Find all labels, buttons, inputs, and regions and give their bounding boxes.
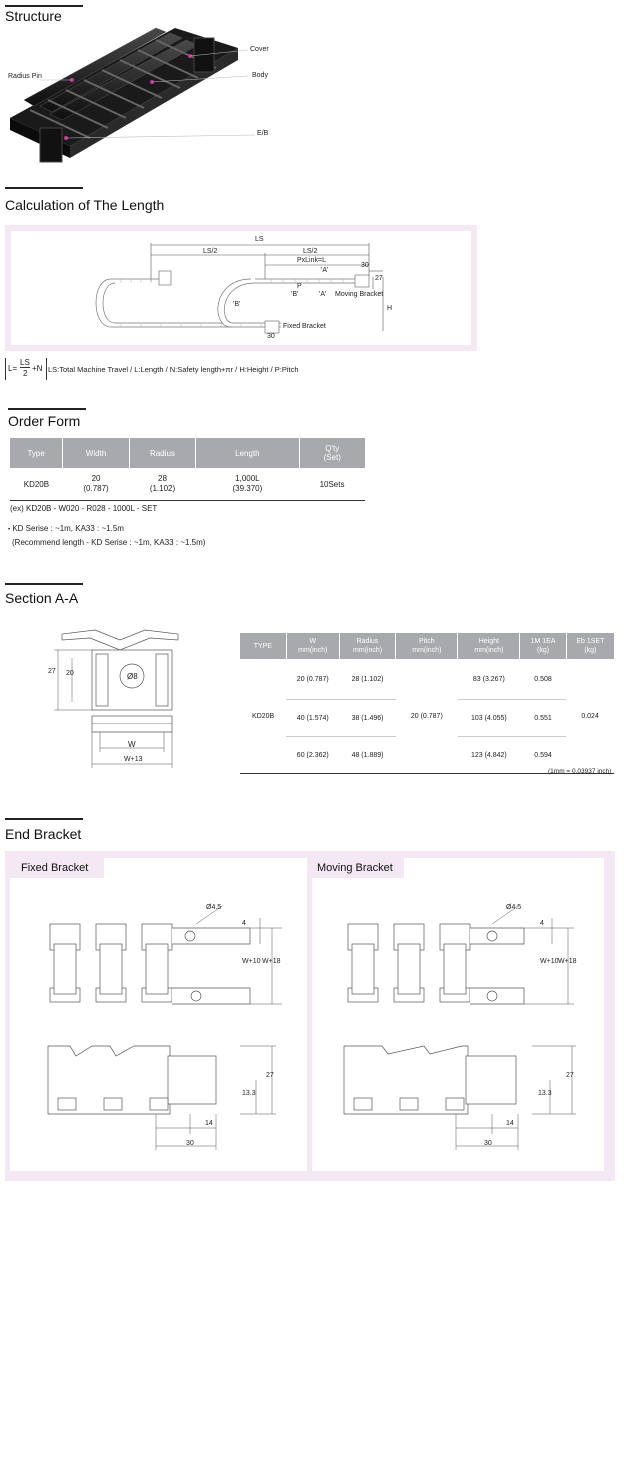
col-qty: Q'ty (Set) bbox=[299, 438, 365, 468]
section-aa-drawing bbox=[40, 620, 190, 770]
table-row bbox=[240, 659, 614, 700]
dim-w10: W+10 bbox=[540, 958, 559, 965]
dim-13-3: 13.3 bbox=[538, 1090, 552, 1097]
dim-h: H bbox=[387, 305, 393, 312]
dim-ls-half-left: LS/2 bbox=[203, 248, 218, 255]
dim-27: 27 bbox=[566, 1072, 574, 1079]
order-example: (ex) KD20B - W020 - R028 - 1000L - SET bbox=[10, 504, 158, 513]
col-height: Height mm(inch) bbox=[458, 633, 520, 659]
calc-title: Calculation of The Length bbox=[5, 197, 165, 213]
fixed-bracket-drawing bbox=[10, 888, 307, 1168]
dim-phi45: Ø4.5 bbox=[206, 904, 222, 911]
col-radius: Radius bbox=[129, 438, 195, 468]
section-title: Section A-A bbox=[5, 590, 79, 606]
moving-bracket-drawing bbox=[312, 888, 604, 1168]
col-w: W mm(inch) bbox=[286, 633, 339, 659]
label-cover: Cover bbox=[250, 46, 269, 53]
calc-diagram-area bbox=[11, 231, 471, 345]
spec-table bbox=[240, 633, 614, 774]
col-1m: 1M 1EA (kg) bbox=[520, 633, 566, 659]
cell-qty: 10Sets bbox=[299, 468, 365, 501]
col-type: TYPE bbox=[240, 633, 286, 659]
col-width: Width bbox=[63, 438, 129, 468]
order-note-2: (Recommend length - KD Serise : ~1m, KA33 : ~1.5m) bbox=[12, 538, 206, 547]
col-radius: Radius mm(inch) bbox=[339, 633, 396, 659]
dim-phi45: Ø4.5 bbox=[506, 904, 522, 911]
dim-30: 30 bbox=[186, 1140, 194, 1147]
cell-w: 60 (2.362) bbox=[296, 751, 329, 759]
cell-radius: 28 (1.102) bbox=[339, 659, 396, 700]
dim-20: 20 bbox=[66, 670, 74, 677]
cell-radius: 48 (1.889) bbox=[351, 751, 384, 759]
cell-length: 1,000L (39.370) bbox=[196, 468, 299, 501]
dim-w13: W+13 bbox=[124, 756, 143, 763]
cell-eb: 0.024 bbox=[581, 712, 599, 720]
dim-27: 27 bbox=[375, 275, 383, 282]
dim-30: 30 bbox=[484, 1140, 492, 1147]
dim-w: W bbox=[128, 740, 136, 749]
dim-pxlink: PxLink=L bbox=[297, 257, 326, 264]
col-length: Length bbox=[196, 438, 299, 468]
order-form-table bbox=[10, 438, 365, 501]
dim-27: 27 bbox=[48, 668, 56, 675]
section-rule bbox=[5, 187, 83, 189]
section-rule bbox=[8, 408, 86, 410]
order-note-1: • KD Serise : ~1m, KA33 : ~1.5m bbox=[8, 524, 124, 533]
unit-note: (1mm = 0.03937 inch) bbox=[548, 768, 612, 775]
dim-w18: W+18 bbox=[558, 958, 577, 965]
cell-1m: 0.594 bbox=[534, 751, 552, 759]
cell-type: KD20B bbox=[10, 468, 63, 501]
cell-radius: 28 (1.102) bbox=[129, 468, 195, 501]
moving-bracket-panel bbox=[312, 858, 604, 1171]
dim-4: 4 bbox=[242, 920, 246, 927]
length-diagram bbox=[11, 231, 471, 345]
cell-pitch: 20 (0.787) bbox=[410, 712, 443, 720]
col-type: Type bbox=[10, 438, 63, 468]
dim-27: 27 bbox=[266, 1072, 274, 1079]
calc-legend: LS:Total Machine Travel / L:Length / N:Safety length+πr / H:Height / P:Pitch bbox=[48, 365, 299, 374]
fixed-bracket-panel bbox=[10, 858, 307, 1171]
dim-a-bottom: 'A' bbox=[319, 291, 327, 298]
formula-n: +N bbox=[32, 364, 43, 373]
section-rule bbox=[5, 5, 83, 7]
fixed-bracket-title: Fixed Bracket bbox=[21, 862, 89, 874]
cell-1m: 0.508 bbox=[520, 659, 566, 700]
dim-ls: LS bbox=[255, 236, 264, 243]
cell-height: 83 (3.267) bbox=[458, 659, 520, 700]
section-rule bbox=[5, 583, 83, 585]
label-eb: E/B bbox=[257, 130, 269, 137]
cell-1m: 0.551 bbox=[520, 700, 566, 737]
label-radius-pin: Radius Pin bbox=[8, 73, 42, 80]
formula-denominator: 2 bbox=[23, 369, 28, 378]
moving-bracket-title: Moving Bracket bbox=[317, 862, 393, 874]
cell-height: 103 (4.055) bbox=[458, 700, 520, 737]
dim-30-bottom: 30 bbox=[267, 333, 275, 340]
cell-w: 20 (0.787) bbox=[286, 659, 339, 700]
cell-w: 40 (1.574) bbox=[286, 700, 339, 737]
cell-radius: 38 (1.496) bbox=[339, 700, 396, 737]
table-row bbox=[10, 468, 365, 501]
col-eb: Eb 1SET (kg) bbox=[566, 633, 614, 659]
dim-b-left: 'B' bbox=[233, 301, 241, 308]
dim-b-top: 'B' bbox=[291, 291, 299, 298]
dim-a-top: 'A' bbox=[321, 267, 329, 274]
dim-p: P bbox=[297, 283, 302, 290]
dim-w10: W+10 bbox=[242, 958, 261, 965]
label-moving-bracket: Moving Bracket bbox=[335, 291, 384, 298]
dim-30: 30 bbox=[361, 262, 369, 269]
order-title: Order Form bbox=[8, 413, 81, 429]
label-body: Body bbox=[252, 72, 268, 79]
section-rule bbox=[5, 818, 83, 820]
formula-numerator: LS bbox=[20, 358, 30, 367]
dim-ls-half-right: LS/2 bbox=[303, 248, 318, 255]
formula-l: L= bbox=[8, 364, 18, 373]
dim-4: 4 bbox=[540, 920, 544, 927]
cell-width: 20 (0.787) bbox=[63, 468, 129, 501]
structure-title: Structure bbox=[5, 8, 62, 24]
cell-height: 123 (4.842) bbox=[470, 751, 507, 759]
cell-type: KD20B bbox=[252, 712, 275, 720]
label-fixed-bracket: Fixed Bracket bbox=[283, 323, 326, 330]
dim-13-3: 13.3 bbox=[242, 1090, 256, 1097]
formula-box bbox=[5, 358, 47, 380]
dim-phi8: Ø8 bbox=[127, 672, 138, 681]
dim-14: 14 bbox=[506, 1120, 514, 1127]
drag-chain-3d-illustration bbox=[0, 18, 290, 168]
col-pitch: Pitch mm(inch) bbox=[396, 633, 458, 659]
dim-w18: W+18 bbox=[262, 958, 281, 965]
bracket-title: End Bracket bbox=[5, 826, 82, 842]
dim-14: 14 bbox=[205, 1120, 213, 1127]
calc-panel bbox=[5, 225, 477, 351]
